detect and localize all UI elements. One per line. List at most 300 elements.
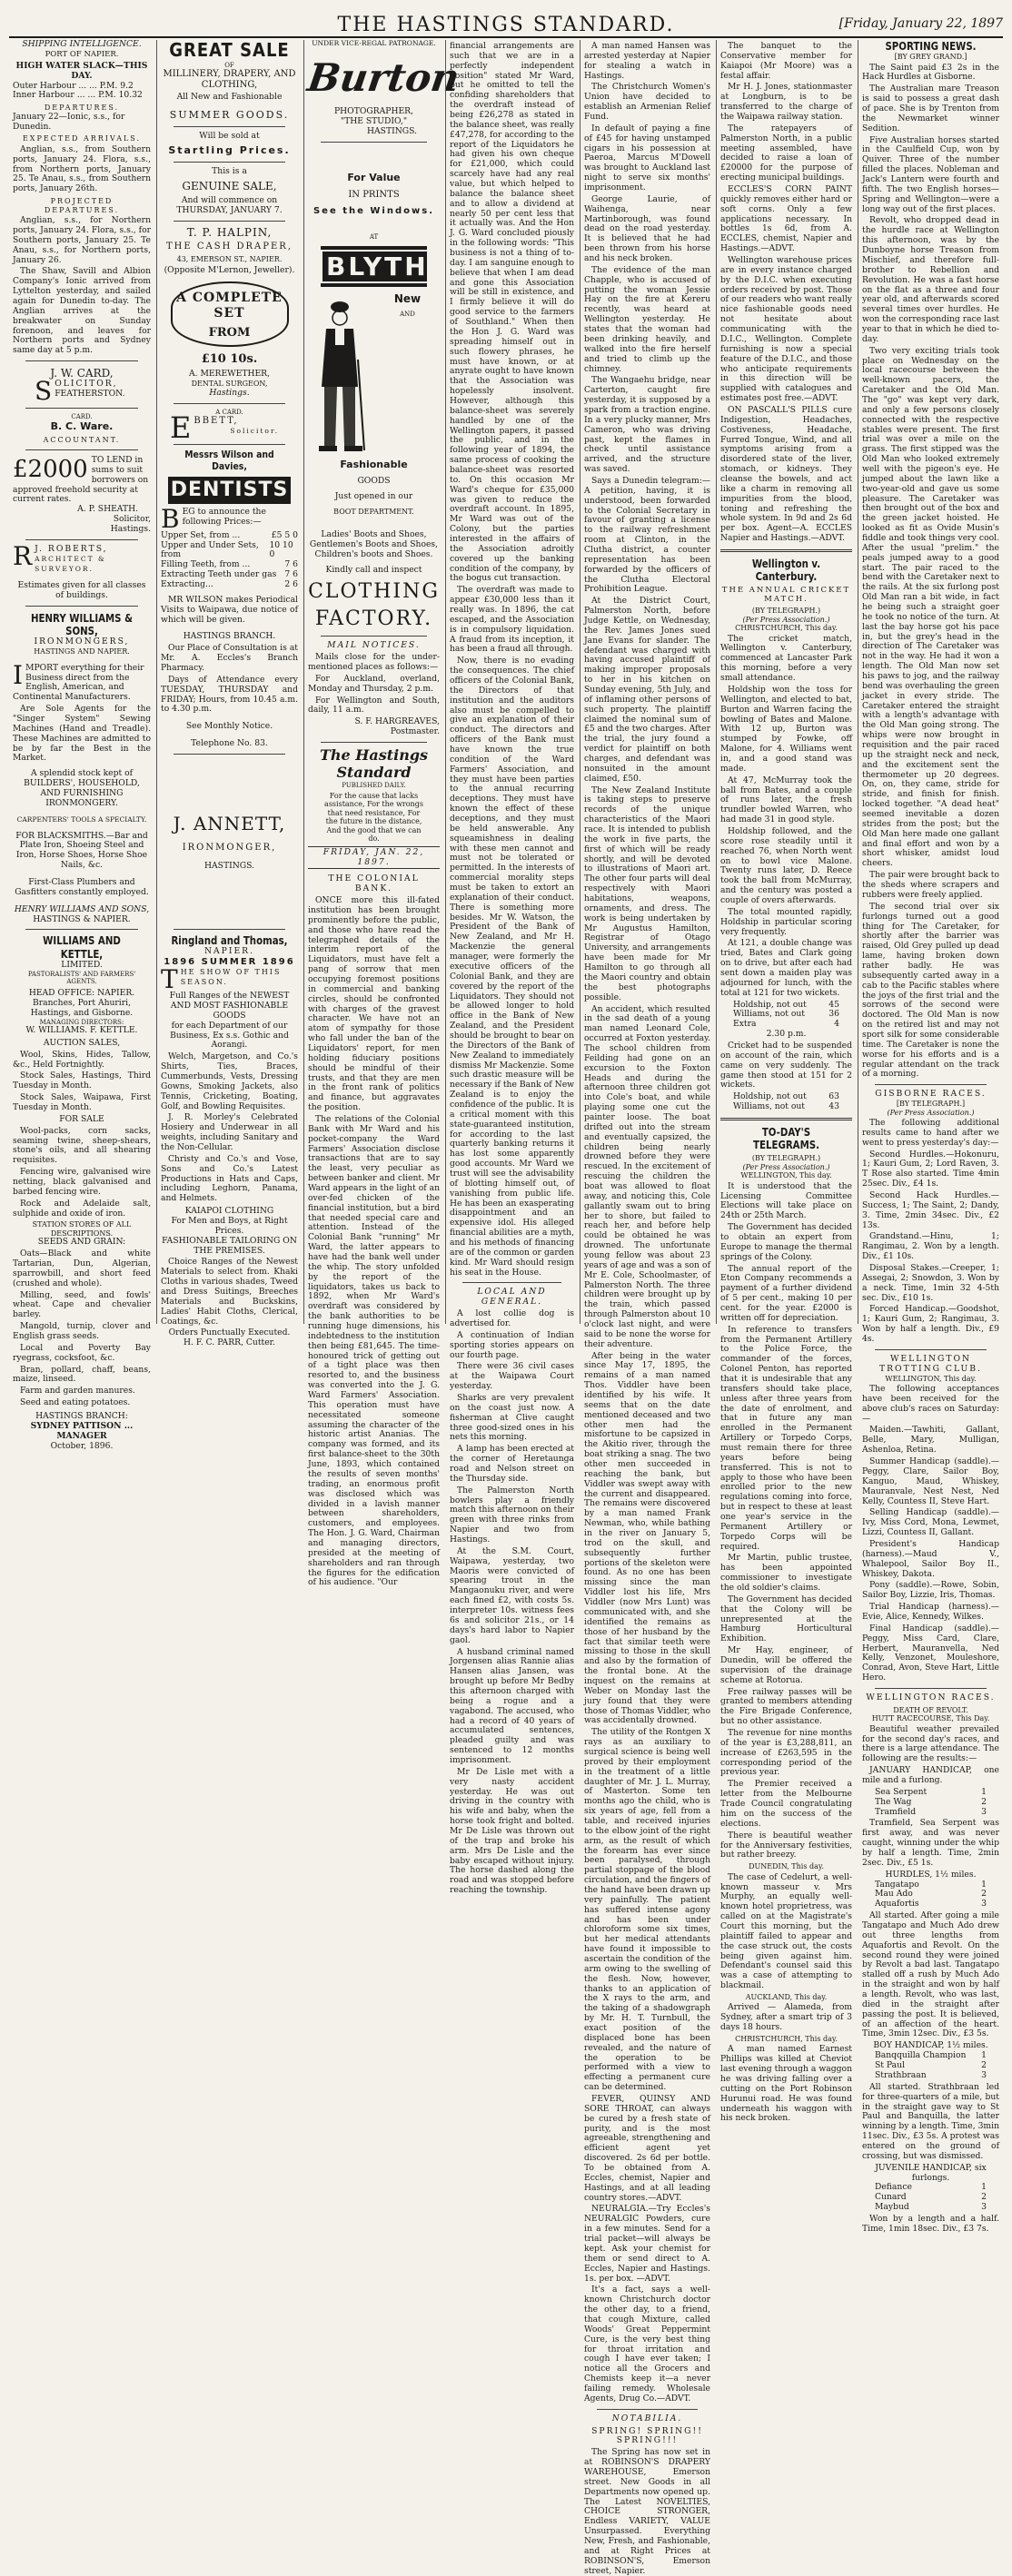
- gentleman-figure-illustration: [308, 296, 372, 459]
- tel-auckland: AUCKLAND, This day.: [745, 1992, 828, 2001]
- wk-hb1: SYDNEY PATTISON ... MANAGER: [30, 1420, 134, 1441]
- price-5-label: Extracting...: [161, 579, 213, 589]
- notabilia-heading: NOTABILIA.: [611, 2413, 683, 2423]
- blythes-goods: GOODS: [357, 475, 391, 486]
- wk-seeds: SEEDS AND GRAIN:: [37, 1237, 126, 1248]
- column-2: GREAT SALE OF MILLINERY, DRAPERY, AND CLOTHING, All New and Fashionable SUMMER GOODS. Will be sold at Startling Prices. This is a GENUINE SALE, And will commence on THURSDAY, JANUARY 7. T. P. HALPIN, THE CASH DRAPER, 43, EMERSON ST., NAPIER. (Opposite M'Lernon, Jeweller). A COMPLETE SET FROM £10 10s. A. MEREWETHER, DENTAL SURGEON, Hastings. A CARD. EBBETT, Solicitor. Messrs Wilson and Davies, DENTISTS BEG to announce the following Prices:— Upper Set, from ... £5 5 0 Upper and Under Sets, from 10 10 0 Filling Teeth, from ... 7 6 Extracting Teeth under gas 7 6 Extracting... 2 6 MR WILSON makes Periodical Visits to Waipawa, due notice of which will be given. HASTINGS BRANCH. Our Place of Consultation is at Mr. A. Eccles's Branch Pharmacy. Days of Attendance every TUESDAY, THURSDAY and FRIDAY; Hours, from 10.45 a.m. to 4.30 p.m. See Monthly Notice. Telephone No. 83. J. ANNETT, IRONMONGER, HASTINGS. Ringland and Thomas, NAPIER. 1896 SUMMER 1896 THE SHOW OF THIS SEASON. Full Ranges of the NEWEST AND MOST FASHIONABLE GOODS for each Department of our Business, Ex s.s. Gothic and Aorangi. Welch, Margetson, and Co.'s Shirts, Ties, Braces, Cummerbunds, Vests, Dressing Gowns, Smoking Jackets, also Tennis, Cricketing, Boating, Golf, and Bowling Requisites. J. R. Morley's Celebrated Hosiery and Underwear in all weights, including Sanitary and the Non-Cellular. Christy and Co.'s and Vose, Sons and Co.'s Latest Productions in Hats and Caps, including Leghorn, Panama, and Helmets. KAIAPOI CLOTHING For Men and Boys, at Right Prices. FASHIONABLE TAILORING ON THE PREMISES. Choice Ranges of the Newest Materials to select from. Khaki Cloths in various shades, Tweed and Dress Suitings, Breeches Materials and Buckskins, Ladies' Habit Cloths, Clerical, Coatings, &c. Orders Punctually Executed. H. F. C. PARR, Cutter.: [156, 40, 302, 1324]
- hurdles-heading: HURDLES, 1½ miles.: [885, 1869, 977, 1880]
- rt-choice: Choice Ranges of the Newest Materials to select from. Khaki Cloths in various shades, Tweed and Dress Suitings, Breeches Materials and Buckskins, Ladies' Habit Cloths, Clerical, Coatings, &c.: [161, 1257, 298, 1327]
- rt-fashionable: FASHIONABLE TAILORING ON THE PREMISES.: [162, 1235, 297, 1256]
- gisborne-heading: GISBORNE RACES.: [875, 1089, 987, 1100]
- complete-set-line: A COMPLETE SET: [176, 291, 283, 321]
- cricket-subheading: THE ANNUAL CRICKET MATCH.: [721, 586, 851, 605]
- mail-2: For Auckland, overland, Monday and Thursday, 2 p.m.: [308, 673, 440, 694]
- sporting-byline: [BY GREY GRAND.]: [894, 53, 967, 62]
- wk-sd3: Mangold, turnip, clover and English grass seeds.: [13, 1321, 151, 1342]
- wk-md: MANAGING DIRECTORS:: [39, 1018, 124, 1026]
- bank-p3: financial arrangements are such that we are in a perfectly independent position" stated Mr Ward, but he omitted to tell the confiding shareholders that the overdraft instead of being £26,278 as stated in the balance sheet, was really £47,278, for according to the report of the Liquidators he had given his own cheque for £21,000, which could scarcely have had any real value, but which helped to balance the balance sheet and to allow a dividend at nearly 50 per cent less that it actually was. And the Hon J. G. Ward concluded piously in the following words: "This business is not a thing of to-day. I am sanguine enough to believe that when I am dead and gone this Association will be still in existence, and I firmly believe it will do good service to the farmers of Southland." When then the Hon J. G. Ward was spreading himself out in such flowery phrases, he must have known, or at anyrate ought to have known that the Association was hopelessly insolvent. However, although this balance-sheet was severely handled by one of the Wellington papers, it passed the public, and in the following year of 1894, the same process of cooking the balance-sheet was resorted to. On this occasion Mr Ward's cheque for £35,000 was given to reduce the overdraft account. In 1895, Mr Ward was out of the Colony, but the parties interested in the affairs of the Association adroitly covered up the banking condition of the company, by the bogus cut transaction.: [450, 41, 574, 584]
- lend-text: TO LEND in sums to suit borrowers on approved freehold security at current rates.: [13, 454, 149, 505]
- complete-set-price: £10 10s.: [201, 352, 258, 367]
- wk-directors: W. WILLIAMS. F. KETTLE.: [25, 1024, 138, 1035]
- blythes-windows: See the Windows.: [313, 205, 434, 216]
- gs-this: This is a: [212, 166, 247, 177]
- tel-w5: In reference to transfers from the Permanent Artillery to the Police Force, the commander of the forces, Colonel Penton, has reported that it is undesirable that any transfers should take place, unless after three years from the date of enrolment, and that in future any man enrolled in the Permanent Artillery or Torpedo Corps, must remain there for three years before being transferred. This is not to apply to those who have been enrolled prior to the new regulations coming into force, but in respect to these at least one year's service in the Permanent Artillery or Torpedo Corps will be required.: [720, 1324, 852, 1552]
- c5-p6: The Wangaehu bridge, near Carterton, caught fire yesterday, it is supposed by a spark from a traction engine. In a very plucky manner, Mrs Cameron, who was driving past, kept the flames in check until assistance arrived, and the structure was saved.: [584, 375, 710, 475]
- wk-fs1: Wool-packs, corn sacks, seaming twine, sheep-shears, stone's oils, and all shearing requisites.: [13, 1125, 151, 1166]
- trot-4: Summer Handicap (saddle).—Peggy, Clare, Sailor Boy, Kanguo, Maud, Whiskey, Mauranvale, Nest Nest, Ned Kelly, Countess II, Steve Hart.: [862, 1456, 999, 1506]
- rt-place: NAPIER.: [203, 946, 255, 957]
- burton-patronage: UNDER VICE-REGAL PATRONAGE.: [312, 39, 436, 47]
- c5-p2: The Christchurch Women's Union have decided to establish an Armenian Relief Fund.: [584, 82, 710, 123]
- price-4-value: 7 6: [284, 569, 298, 580]
- telegrams-pa: (Per Press Association.): [742, 1162, 830, 1171]
- tel-dunedin: DUNEDIN, This day.: [749, 1862, 824, 1871]
- race2-2-value: 2: [981, 1889, 987, 1900]
- halpin-opposite: (Opposite M'Lernon, Jeweller).: [164, 265, 295, 276]
- c5-p12: The utility of the Rontgen X rays as an auxiliary to surgical science is being well proved by their employment in the treatment of a little daughter of Mr. J. L. Murray, of Masterton. Some ten months ago the child, who is six years of age, fell from a table, and received injuries to the elbow joint of the right arm, as the result of which the forearm has ever since been paralysed, through partial stoppage of the blood circulation, and the fingers of the hand have been drawn up very painfully. The patient has suffered intense agony and has been under chloroform some six times, but her medical attendants have found it impossible to ascertain the condition of the arm owing to the swelling of the flesh. Now, however, thanks to an application of the X rays to the arm, and the taking of a shadowgraph by Mr. H. T. Turnbull, the exact position of the displaced bone has been revealed, and the nature of the operation to be performed with a view to effecting a permanent cure can be determined.: [584, 1727, 710, 2093]
- local-2: A continuation of Indian sporting stories appears on our fourth page.: [450, 1329, 574, 1360]
- mail-5: Postmaster.: [390, 726, 440, 737]
- trot-8: Trial Handicap (harness).—Evie, Alice, Kennedy, Wilkes.: [862, 1602, 999, 1622]
- bank-heading: THE COLONIAL BANK.: [328, 873, 420, 894]
- sport-7: The second trial over six furlongs turned out a good thing for The Caretaker, for shortly after the barrier was raised, Old Grey pulled up dead lame, having broken down rather badly. He was subsequently carted away in a cab to the Pacific stables where the joys of the first trial and the sorrows of the second were doctored. The Old Man is now on the retired list and may not sport silk for some considerable time. The Caretaker is none the worse for his efforts and is a regular attendant on the track of a morning.: [862, 901, 999, 1080]
- score-2-label: Williams, not out: [733, 1009, 805, 1020]
- wd-name: Messrs Wilson and Davies,: [184, 448, 274, 472]
- local-3: There were 36 civil cases at the Waipawa Court yesterday.: [450, 1361, 574, 1392]
- cricket-telegraph: (BY TELEGRAPH.): [751, 607, 821, 616]
- hw-import: MPORT everything for their Business direct from the English, American, and Continental Manufacturers.: [13, 662, 144, 703]
- c6-p1: The banquet to the Conservative member for Kaiapoi (Mr Moore) was a festal affair.: [720, 41, 852, 81]
- score-6-value: 43: [828, 1101, 839, 1112]
- rt-1: Full Ranges of the NEWEST AND MOST FASHIONABLE GOODS: [169, 991, 290, 1021]
- annett-place: HASTINGS.: [204, 861, 254, 872]
- tel-w9: Free railway passes will be granted to members attending the Fire Brigade Conference, but no other assistance.: [720, 1686, 852, 1727]
- hw2-name: HENRY WILLIAMS AND SONS,: [14, 903, 150, 914]
- c6-p4: ECCLES'S CORN PAINT quickly removes either hard or soft corns. Only a few applications necessary. In bottles 1s 6d, from A. ECCLES, chemist, Napier and Hastings.—ADVT.: [720, 184, 852, 254]
- gs-of: OF: [224, 61, 234, 69]
- boy-heading: BOY HANDICAP, 1½ miles.: [873, 2040, 988, 2051]
- gis-2: Second Hurdles.—Hokonuru, 1; Kauri Gum, 2; Lord Raven, 3. T Rose also started. Time 4min 25sec. Div., £4 1s.: [862, 1149, 999, 1189]
- masthead: [9, 13, 1003, 38]
- wellington-races-heading: WELLINGTON RACES.: [866, 1692, 996, 1703]
- price-3-value: 7 6: [284, 559, 298, 570]
- c6-p2: Mr H. J. Jones, stationmaster at Longburn, is to be transferred to the charge of the Waipawa railway station.: [720, 82, 852, 123]
- wd-wilson: MR WILSON makes Periodical Visits to Waipawa, due notice of which will be given.: [161, 594, 298, 625]
- trot-9: Final Handicap (saddle).—Peggy, Miss Card, Clare, Herbert, Mauranvella, Ned Kelly, Venzonet, Mouleshore, Conrad, Avon, Steve Hart, Little Hero.: [862, 1623, 999, 1683]
- gisborne-telegraph: [BY TELEGRAPH.]: [896, 1100, 966, 1109]
- score-5-label: Holdship, not out: [733, 1091, 807, 1102]
- blythes-kindly: Kindly call and inspect: [325, 564, 422, 575]
- score-3-value: 4: [834, 1019, 839, 1030]
- gis-4: Grandstand.—Hinu, 1; Rangimau, 2. Won by a length. Div., £1 10s.: [862, 1231, 999, 1262]
- blythes-prints: IN PRINTS: [348, 189, 400, 200]
- price-3-label: Filling Teeth, from ...: [161, 559, 251, 570]
- gis-1: The following additional results came to hand after we went to press yesterday's day:—: [862, 1117, 999, 1148]
- ware-title: ACCOUNTANT.: [43, 436, 121, 445]
- race2-3-label: Aquafortis: [875, 1899, 919, 1910]
- wk-for-sale: FOR SALE: [59, 1113, 104, 1124]
- rt-kaiapoi-1: For Men and Boys, at Right Prices.: [171, 1216, 288, 1236]
- races-7: Won by a length and a half. Time, 1min 18sec. Div., £3 7s.: [862, 2213, 999, 2234]
- mail-3: For Wellington and South, daily, 11 a.m.: [308, 695, 440, 716]
- trot-3: Maiden.—Tawhiti, Gallant, Belle, Mary, Mulligan, Ashenloa, Retina.: [862, 1425, 999, 1456]
- gs-millinery: MILLINERY, DRAPERY, AND CLOTHING,: [163, 68, 296, 90]
- race3-1-label: Banqquilla Champion: [875, 2050, 967, 2061]
- wk-name: WILLIAMS AND KETTLE,: [43, 934, 121, 961]
- race3-3-value: 3: [981, 2069, 987, 2080]
- cricket-pa: (Per Press Association.): [742, 615, 830, 624]
- trotting-place: WELLINGTON, This day.: [885, 1374, 977, 1383]
- rt-4: J. R. Morley's Celebrated Hosiery and Underwear in all weights, including Sanitary and the Non-Cellular.: [161, 1112, 298, 1152]
- ware-name: B. C. Ware.: [50, 419, 114, 432]
- card-title: OLICITOR,: [55, 379, 118, 390]
- ebbett-title: Solicitor.: [230, 426, 280, 435]
- column-7: [858, 40, 1003, 2234]
- sport-1: The Saint paid £3 2s in the Hack Hurdles at Gisborne.: [862, 62, 999, 83]
- wk-fs2: Fencing wire, galvanised wire netting, black galvanised and barbed fencing wire.: [13, 1167, 151, 1197]
- inner-harbour: Inner Harbour ... ... P.M. 10.32: [13, 90, 143, 101]
- standard-published: PUBLISHED DAILY.: [342, 781, 406, 789]
- telegrams-heading: TO-DAY'S TELEGRAMS.: [753, 1126, 819, 1152]
- hw-blacksmiths: FOR BLACKSMITHS.—Bar and Plate Iron, Shoeing Steel and Iron, Horse Shoes, Horse Shoe Nails, &c.: [15, 830, 148, 871]
- c5-ad1: FEVER, QUINSY AND SORE THROAT, can always be cured by a fresh state of purity, and is the most agreeable, strengthening and efficient agent yet discovered. 2s 6d per bottle. To be obtained from A. Eccles, chemist, Napier and Hastings, and at all leading country stores.—ADVT.: [584, 2094, 710, 2203]
- cricket-p2: The cricket match, Wellington v. Canterbury, commenced at Lancaster Park this morning, before a very small attendance.: [720, 633, 852, 684]
- wk-hb2: October, 1896.: [50, 1440, 114, 1451]
- rt-2: for each Department of our Business, Ex s.s. Gothic and Aorangi.: [170, 1020, 289, 1051]
- score-time: 2.30 p.m.: [766, 1029, 807, 1040]
- price-4-label: Extracting Teeth under gas: [161, 569, 277, 580]
- gs-sold: Will be sold at: [199, 131, 260, 142]
- score-1-value: 45: [828, 999, 839, 1010]
- roberts-name: J. ROBERTS,: [35, 543, 108, 554]
- clothing-heading: CLOTHING: [308, 580, 440, 604]
- arrivals-heading: EXPECTED ARRIVALS.: [22, 134, 142, 143]
- trotting-heading: WELLINGTON TROTTING CLUB.: [879, 1353, 982, 1374]
- tel-w8: Mr Hay, engineer, of Dunedin, will be offered the supervision of the drainage scheme at Rotorua.: [720, 1645, 852, 1685]
- burton-photographer: PHOTOGRAPHER,: [333, 106, 414, 117]
- ebbett-name: BBETT,: [193, 415, 239, 426]
- c5-p5: The evidence of the man Chapple, who is accused of putting the woman Jessie Hay on the fire at Kereru recently, was heard at Wellington yesterday. He states that the woman had been drinking heavily, and walked into the fire herself and tried to climb up the chimney.: [584, 264, 710, 374]
- blythes-boot: BOOT DEPARTMENT.: [333, 507, 414, 516]
- rt-3: Welch, Margetson, and Co.'s Shirts, Ties, Braces, Cummerbunds, Vests, Dressing Gowns, Smoking Jackets, also Tennis, Cricketing, Boating, Golf, and Bowling Requisites.: [161, 1051, 298, 1111]
- race1-2-value: 2: [981, 1796, 987, 1807]
- race1-1-value: 1: [981, 1786, 987, 1797]
- rt-name: Ringland and Thomas,: [171, 934, 288, 948]
- complete-set-from: FROM: [208, 326, 251, 341]
- c5-p4: George Laurie, of Waihenga, near Martinborough, was found dead on the road yesterday. It is believed that he had been thrown from his horse and his neck broken.: [584, 193, 710, 264]
- gis-5: Disposal Stakes.—Creeper, 1; Assegai, 2; Snowdon, 3. Won by a neck. Time, 1min 32 4-5th sec. Div., £10 1s.: [862, 1263, 999, 1303]
- races-5: All started. After going a mile Tangatapo and Much Ado drew out three lengths from Aquafortis and Revolt. On the second round they were joined by Revolt a bad last. Tangatapo stalled off a rush by Much Ado in the straight and won by half a length. Revolt, who was last, died in the straight after passing the post. It is believed, of an affection of the heart. Time, 3min 12sec. Div., £3 5s.: [862, 1910, 999, 2039]
- price-5-value: 2 6: [284, 579, 298, 589]
- races-3: JANUARY HANDICAP, one mile and a furlong.: [862, 1765, 999, 1785]
- masthead-date: [Friday, January 22, 1897: [838, 16, 1003, 31]
- blythes-at: AT: [369, 232, 379, 241]
- wd-beg: EG to announce the following Prices:—: [182, 506, 266, 527]
- card-name: J. W. CARD,: [50, 367, 114, 380]
- local-9: Mr De Lisle met with a very nasty accident yesterday. He was out driving in the country with his wife and baby, when the horse took fright and bolted. Mr De Lisle was thrown out of the trap and broke his arm. Mrs De Lisle and the baby escaped without injury. The horse dashed along the road and was stopped before reaching the township.: [450, 1766, 574, 1896]
- merewether-title: DENTAL SURGEON,: [191, 380, 268, 389]
- hw-plumbers: First-Class Plumbers and Gasfitters constantly employed.: [15, 877, 149, 897]
- halpin-cash: THE CASH DRAPER,: [166, 241, 293, 252]
- tel-w2: It is understood that the Licensing Committee Elections will take place on 24th or 25th March.: [720, 1180, 852, 1221]
- gs-genuine: GENUINE SALE,: [182, 179, 277, 192]
- cricket-p7: At 121, a double change was tried, Bates and Clark going on to drive, but after each had sent down a maiden play was adjourned for lunch, with the total at 121 for two wickets.: [720, 938, 852, 998]
- factory-heading: FACTORY.: [314, 607, 433, 631]
- gis-3: Second Hack Hurdles.—Success, 1; The Saint, 2; Dandy, 3. Time, 2min 34sec. Div., £2 13s.: [862, 1190, 999, 1230]
- race1-1-label: Sea Serpent: [875, 1786, 928, 1797]
- wk-limited: LIMITED.: [61, 959, 103, 970]
- wd-consult: Our Place of Consultation is at Mr. A. Eccles's Branch Pharmacy.: [161, 643, 298, 674]
- sport-2: The Australian mare Treason is said to possess a great dash of pace. She is by Trenton from the Newmarket winner Sedition.: [862, 84, 999, 133]
- race1-3-value: 3: [981, 1806, 987, 1817]
- projected-heading: PROJECTED DEPARTURES.: [44, 197, 120, 214]
- local-4: Sharks are very prevalent on the coast just now. A fisherman at Clive caught three good-sized ones in his nets this morning.: [450, 1393, 574, 1443]
- price-2-value: 10 10 0: [269, 539, 293, 560]
- score-5-value: 63: [828, 1091, 839, 1102]
- trot-5: Selling Handicap (saddle).—Ivy, Miss Cord, Mona, Lewmet, Lizzi, Countess II, Gallant.: [862, 1507, 999, 1538]
- trot-6: President's Handicap (harness).—Maud V., Whalepool, Sailor Boy II., Whiskey, Dakota.: [862, 1538, 999, 1579]
- wk-auc1: Wool, Skins, Hides, Tallow, &c., Held Fortnightly.: [13, 1049, 151, 1070]
- gs-summer: SUMMER GOODS.: [169, 109, 290, 122]
- local-5: A lamp has been erected at the corner of Heretaunga road and Nelson street on the Thursday side.: [450, 1444, 574, 1484]
- race2-2-label: Mau Ado: [875, 1889, 913, 1900]
- mail-4: S. F. HARGREAVES,: [354, 716, 440, 727]
- c5-p3: In default of paying a fine of £45 for having unstamped cigars in his possession at Paeroa, Marcus M'Dowell was brought to Auckland last night to serve six months' imprisonment.: [584, 123, 710, 193]
- halpin-name: T. P. HALPIN,: [186, 225, 273, 239]
- tel-w10: The revenue for nine months of the year is £3,288,811, an increase of £263,595 in the corresponding period of the previous year.: [720, 1728, 852, 1778]
- high-water: HIGH WATER SLACK—THIS DAY.: [15, 60, 148, 81]
- outer-harbour: Outer Harbour ... ... P.M. 9.2: [13, 80, 134, 91]
- lend-place: Hastings.: [110, 523, 151, 534]
- port-heading: PORT OF NAPIER.: [45, 49, 119, 59]
- hw2-place: HASTINGS & NAPIER.: [33, 913, 131, 924]
- score-6-label: Williams, not out: [733, 1101, 805, 1112]
- lend-title: Solicitor,: [113, 514, 151, 525]
- races-place: HUTT RACECOURSE, This Day.: [871, 1714, 990, 1723]
- races-6: All started. Strathbraan led for three-quarters of a mile, but in the straight gave way to St Paul and Banquilla, the latter winning by a length. Time, 3min 11sec. Div., £3 5s. A protest was entered on the ground of crossing, but was dismissed.: [862, 2081, 999, 2161]
- gs-new: All New and Fashionable: [176, 92, 283, 103]
- wd-hastings-branch: HASTINGS BRANCH.: [183, 631, 276, 642]
- lend-amount: £2000: [13, 455, 88, 483]
- local-heading: LOCAL AND GENERAL.: [477, 1287, 547, 1308]
- complete-set-oval: [171, 281, 289, 347]
- projected-text: Anglian, s.s., for Northern ports, January 24. Flora, s.s., for Southern ports, January 25. Te Anau, s.s., for Northern ports, January 26.: [13, 215, 151, 265]
- blythes-value: For Value: [347, 171, 401, 183]
- blythes-logo: [321, 246, 470, 287]
- local-1: A lost collie dog is advertised for.: [450, 1308, 574, 1328]
- race4-1-label: Defiance: [875, 2182, 912, 2193]
- burton-logo: Burton: [304, 54, 462, 100]
- columns: [9, 39, 1003, 2576]
- race3-2-value: 2: [981, 2060, 987, 2071]
- dentists-banner: DENTISTS: [168, 477, 291, 504]
- tel-w11: The Premier received a letter from the Melbourne Trade Council congratulating him on the success of the elections.: [720, 1779, 852, 1829]
- wk-fs4: STATION STORES OF ALL DESCRIPTIONS.: [32, 1220, 132, 1238]
- telegrams-telegraph: (BY TELEGRAPH.): [751, 1154, 821, 1163]
- wk-sd2: Milling, seed, and fowls' wheat. Cape and chevalier barley.: [13, 1289, 151, 1320]
- tel-d2: The case of Cedelurt, a well-known masseur v. Mrs Murphy, an equally well-known hotel proprietress, was called on at the Magistrate's Court this morning, but the plaintiff failed to appear and the case struck out, the costs being given against him. Defendant's counsel said this was a case of attempting to blackmail.: [720, 1871, 852, 1991]
- wd-days: Days of Attendance every TUESDAY, THURSDAY and FRIDAY; Hours, from 10.45 a.m. to 4.30 p.m.: [161, 674, 298, 715]
- cricket-p5: Holdship followed, and the score rose steadily until it reached 76, when North went on to bowl vice Malone. Twenty runs later, D. Reece took the ball from McMurray, and the century was posted a couple of overs afterwards.: [720, 825, 852, 905]
- cricket-p8: Cricket had to be suspended on account of the rain, which came on very suddenly. The game then stood at 151 for 2 wickets.: [720, 1041, 852, 1091]
- gis-6: Forced Handicap.—Goodshot, 1; Kauri Gum, 2; Rangimau, 3. Won by half a length. Div., £9 4s.: [862, 1304, 999, 1345]
- bank-p2: The relations of the Colonial Bank with Mr Ward and his pocket-company the Ward Farmers' Association disclose transactions that are to say the least, very peculiar as between banker and client. Mr Ward appears in the light of an over-fed chicken of the financial institution, but a bird that needed special care and attention. Instead of the Colonial Bank "running" Mr Ward, the latter appears to have had the bank well under the whip. The story unfolded by the report of the liquidators, takes us back to 1892, when Mr Ward's overdraft was considered by the bank authorities to be running huge dimensions, his indebtedness to the institution then being £81,645. The time-honoured trick of getting out of a tight place was then resorted to, and the business was converted into the J. G. Ward Farmers' Association. This operation must have necessitated someone assuming the character of the historic artist Ananias. The company was formed, and its first balance-sheet to the 30th June, 1893, which contained the results of seven months' trading, an enormous profit was disclosed which was divided in a lavish manner between shareholders, customers, and employees. The Hon. J. G. Ward, Chairman and managing directors, presided at the meeting of shareholders and ran through the figures for the edification of his audience. "Our: [308, 1113, 440, 1588]
- price-1-label: Upper Set, from ...: [161, 529, 241, 540]
- masthead-title: THE HASTINGS STANDARD.: [337, 14, 675, 36]
- mail-1: Mails close for the under-mentioned places as follows:—: [308, 652, 440, 672]
- local-7: At the S.M. Court, Waipawa, yesterday, two Maoris were convicted of spearing trout in the Mangaonuku river, and were each fined £2, with costs 5s. interpreter 10s. witness fees 6s and solicitor 21s., or 14 days's hard labor to Napier gaol.: [450, 1545, 574, 1645]
- tel-w4: The annual report of the Eton Company recommends a payment of a further dividend of 5 per cent., making 10 per cent. for the year. £2000 is written off for depreciation.: [720, 1263, 852, 1323]
- sport-5: Two very exciting trials took place on Wednesday on the local racecourse between the well-known pacers, the Caretaker and the Old Man. The "go" was kept very dark, and only a few persons closely connected with the respective stables were present. The first trial was over a mile on the grass. The first stipped was the Old Man who looked extremely well with the pigeon's eye. He jumped about the lawn like a two-year-old and gave us some pleasure. The Caretaker was then brought out of the box and the green jacket hoisted. He looked as fit as Ovide Musin's fiddle and took things very cool. After the usual "prelim." the peals jumped away to a good start. The pair raced to the bend with the Caretaker next to the rails. At the six furlong post Old Man ran a bit wide, in fact he being such a straight goer he took no notice of the turn. At last the bay horse got his pace in, but the grey's head in the direction of The Caretaker was not in the way. He had it won a length. The Old Man now set his paws to jog, and the railway bend was overhauling the green jacket in every stride. The Caretaker entered the straight with a length's advantage with the Old Man going strong. The whips were now brought in requisition and the pair raced up the straight neck and neck, and the excitement sent the thermometer up 20 degrees. On, on, they came, stride for stride, and finish for finish. locked together. "A dead heat" seemed inevitable a dozen strides from the post; but the Old Man here made one gallant and final effort and won by a short whisker, amidst loud cheers.: [862, 345, 999, 869]
- hw-name: HENRY WILLIAMS & SONS,: [31, 612, 133, 638]
- races-4: Tramfield, Sea Serpent was first away, and was never caught, winning under the whip by half a length. Time, 2min 2sec. Div., £5 1s.: [862, 1818, 999, 1868]
- race4-3-label: Maybud: [875, 2202, 909, 2213]
- wk-branches: Branches, Port Ahuriri, Hastings, and Gisborne.: [30, 997, 134, 1018]
- standard-date: FRIDAY, JAN. 22, 1897.: [308, 846, 440, 870]
- blythes-ladies: Ladies' Boots and Shoes, Gentlemen's Boots and Shoes, Children's boots and Shoes.: [309, 528, 439, 559]
- c6-p6: ON PASCALL'S PILLS cure Indigestion, Headaches, Costiveness, Headache, Furred Tongue, Wind, and all symptoms arising from a disordered state of the liver, stomach, or kidneys. They cleanse the bowels, and act like a charm in removing all impurities from the blood, toning and refreshing the whole system. In 9d and 2s 6d per box. Agent—A. ECCLES Napier and Hastings.—ADVT.: [720, 404, 852, 544]
- blythes-new: New: [393, 291, 422, 305]
- rt-cutter: H. F. C. PARR, Cutter.: [184, 1337, 275, 1348]
- death-revolt: DEATH OF REVOLT.: [893, 1705, 968, 1714]
- burton-hastings: HASTINGS.: [367, 126, 417, 137]
- c5-p8: At the District Court, Palmerston North, before Judge Kettle, on Wednesday, the Rev. James Jones sued Jane Evans for slander. The defendant was charged with having accused plaintiff of making improper proposals to her in his kitchen on Sunday evening, 5th July, and of inflaming other persons of such property. The plaintiff claimed the nominal sum of £5 and the two charges. After the trial, the jury found a verdict for plaintiff on both charges, and defendant was nonsuited in the amount claimed, £50.: [584, 596, 710, 784]
- hw-stock: A splendid stock kept of BUILDERS', HOUSEHOLD, AND FURNISHING IRONMONGERY.: [24, 768, 140, 808]
- annett-name: J. ANNETT,: [173, 813, 286, 835]
- price-1-value: £5 5 0: [271, 529, 298, 540]
- telegrams-place: WELLINGTON, This day.: [740, 1171, 832, 1180]
- bank-p4: The overdraft was made to appear £30,000 less than it really was. In 1896, the cat escaped, and the Association is in compulsory liquidation. A fraud from its inception, it has been a fraud all through.: [450, 585, 574, 655]
- trot-7: Pony (saddle).—Rowe, Sobin, Sailor Boy, Lizzie, Iris, Thomas.: [862, 1580, 999, 1601]
- great-sale: GREAT SALE: [169, 39, 290, 61]
- wd-monthly: See Monthly Notice.: [185, 721, 273, 732]
- wk-auction: AUCTION SALES,: [43, 1037, 121, 1048]
- score-2-value: 36: [828, 1009, 839, 1020]
- bank-p5: Now, there is no evading the consequences. The chief officers of the Colonial Bank, the Directors of that institution and the auditors also must be compelled to give an explanation of their conduct. The directors and officers of the Bank must have known the true condition of the Ward Farmers' Association, and they must have been parties to the annual recurring deceptions. They must have known the effect of these deceptions, and they must be held answerable. Any squeamishness in dealing with these men cannot and must not be tolerated or permitted. In the interests of commercial morality steps must be taken to extort an explanation of their conduct. There is something more besides. Mr W. Watson, the President of the Bank of New Zealand, and Mr H. Mackenzie the general manager, were formerly the executive officers of the Colonial Bank, and they are covered by the report of the Liquidators. They should not be allowed longer to hold office in the Bank of New Zealand, and the President should be brought to bear on the Directors of the Bank of New Zealand to immediately dismiss Mr Mackenzie. Some such drastic measure will be necessary if the Bank of New Zealand is to enjoy the confidence of the public. It is a critical moment with this state-guaranteed institution, for according to the last quarterly banking returns it has lost some apparently good accounts. Mr Ward we trust will see the advisability of blotting himself out, of vanishing from public life. He has been an exasperating disappointment and an expensive idol. His alleged financial abilities are a myth, and his methods of financing are of the common or garden kind. Mr Ward should resign his seat in the House.: [450, 656, 574, 1278]
- score-1-label: Holdship, not out: [733, 999, 807, 1010]
- departures-text: January 22—Ionic, s.s., for Dunedin.: [13, 111, 125, 132]
- wk-auc2: Stock Sales, Hastings, Third Tuesday in Month.: [13, 1071, 151, 1091]
- race4-2-value: 2: [981, 2192, 987, 2203]
- c6-p3: The ratepayers of Palmerston North, in a public meeting assembled, have decided to raise a loan of £20000 for the purpose of erecting municipal buildings.: [720, 123, 852, 183]
- standard-heading: The Hastings Standard: [319, 746, 429, 781]
- c5-p1: A man named Hansen was arrested yesterday at Napier for stealing a watch in Hastings.: [584, 41, 710, 81]
- race1-3-label: Tramfield: [875, 1806, 917, 1817]
- score-3-label: Extra: [733, 1019, 757, 1030]
- wk-sd7: Seed and eating potatoes.: [20, 1397, 131, 1408]
- tel-w3: The Government has decided to obtain an expert from Europe to manage the thermal springs of the Colony.: [720, 1222, 852, 1262]
- blythes-and: AND: [400, 310, 415, 318]
- race4-2-label: Cunard: [875, 2192, 907, 2203]
- departures-heading: DEPARTURES.: [44, 104, 120, 113]
- wk-head-office: HEAD OFFICE: NAPIER.: [28, 988, 135, 999]
- race2-3-value: 3: [981, 1899, 987, 1910]
- ebbett-card: A CARD.: [215, 408, 243, 416]
- shaw-savill-text: The Shaw, Savill and Albion Company's Ionic arrived from Lyttelton yesterday, and sailed again for Dunedin to-day. The Anglian arrives at the breakwater on Sunday forenoon, and leaves for Northern ports and Sydney same day at 5 p.m.: [13, 266, 151, 356]
- c5-ad2: NEURALGIA.—Try Eccles's NEURALGIC Powders, cure in a few minutes. Send for a trial packet—will always be kept. Ask your chemist for them or send direct to A. Eccles, Napier and Hastings. 1s. per box. —ADVT.: [584, 2204, 710, 2284]
- cricket-heading: Wellington v. Canterbury.: [751, 557, 821, 584]
- column-4: [445, 40, 578, 1896]
- c5-p7: Says a Dunedin telegram:—A petition, having, it is understood, been forwarded to the Colonial Secretary in favour of granting a license to the railway refreshment room at Clinton, in the Clutha district, a counter representation has been forwarded by the officers of the Clutha Electoral Prohibition League.: [584, 475, 710, 595]
- sport-4: Revolt, who dropped dead in the hurdle race at Wellington this afternoon, was by the Dunboyne horse Treason from Mischief, and therefore full-brother to Rebellion and Revolution. He was a fast horse on the flat as a three and four year old, and afterwards scored several times over hurdles. He won the corresponding race last year to that in which he died to-day.: [862, 215, 999, 344]
- c5-ad3: It's a fact, says a well-known Christchurch doctor the other day, to a friend, that cough Mixture, called Woods' Great Peppermint Cure, is the very best thing for throat irritation and cough I have ever taken; I notice all the Grocers and Chemists keep it—a never failing remedy. Wholesale Agents, Drug Co.—ADVT.: [584, 2285, 710, 2403]
- wk-auc3: Stock Sales, Waipawa, First Tuesday in Month.: [13, 1092, 151, 1112]
- column-1: SHIPPING INTELLIGENCE. PORT OF NAPIER. HIGH WATER SLACK—THIS DAY. Outer Harbour ... ... P.M. 9.2 Inner Harbour ... ... P.M. 10.32 DEPARTURES. January 22—Ionic, s.s., for Dunedin. EXPECTED ARRIVALS. Anglian, s.s., from Southern ports, January 24. Flora, s.s., from Northern ports, January 25. Te Anau, s.s., from Southern ports, January 26th. PROJECTED DEPARTURES. Anglian, s.s., for Northern ports, January 24. Flora, s.s., for Southern ports, January 25. Te Anau, s.s., for Northern ports, January 26. The Shaw, Savill and Albion Company's Ionic arrived from Lyttelton yesterday, and sailed again for Dunedin to-day. The Anglian arrives at the breakwater on Sunday forenoon, and leaves for Northern ports and Sydney same day at 5 p.m. J. W. CARD, SOLICITOR, FEATHERSTON. CARD. B. C. Ware. ACCOUNTANT. £2000 TO LEND in sums to suit borrowers on approved freehold security at current rates. A. P. SHEATH. Solicitor, Hastings. R J. ROBERTS, ARCHITECT & SURVEYOR. Estimates given for all classes of buildings. HENRY WILLIAMS & SONS, IRONMONGERS, HASTINGS AND NAPIER. IMPORT everything for their Business direct from the English, American, and Continental Manufacturers. Are Sole Agents for the "Singer System" Sewing Machines (Hand and Treadle). These Machines are admitted to be by far the Best in the Market. A splendid stock kept of BUILDERS', HOUSEHOLD, AND FURNISHING IRONMONGERY. CARPENTERS' TOOLS A SPECIALTY. FOR BLACKSMITHS.—Bar and Plate Iron, Shoeing Steel and Iron, Horse Shoes, Horse Shoe Nails, &c. First-Class Plumbers and Gasfitters constantly employed. HENRY WILLIAMS AND SONS, HASTINGS & NAPIER. WILLIAMS AND KETTLE, LIMITED. PASTORALISTS' AND FARMERS' AGENTS. HEAD OFFICE: NAPIER. Branches, Port Ahuriri, Hastings, and Gisborne. MANAGING DIRECTORS: W. WILLIAMS. F. KETTLE. AUCTION SALES, Wool, Skins, Hides, Tallow, &c., Held Fortnightly. Stock Sales, Hastings, Third Tuesday in Month. Stock Sales, Waipawa, First Tuesday in Month. FOR SALE Wool-packs, corn sacks, seaming twine, sheep-shears, stone's oils, and all shearing requisites. Fencing wire, galvanised wire netting, black galvanised and barbed fencing wire. Rock and Adelaide salt, sulphide and oxide of iron. STATION STORES OF ALL DESCRIPTIONS. SEEDS AND GRAIN: Oats—Black and white Tartarian, Dun, Algerian, sparrowbill, and short feed (crushed and whole). Milling, seed, and fowls' wheat. Cape and chevalier barley. Mangold, turnip, clover and English grass seeds. Local and Poverty Bay ryegrass, cocksfoot, &c. Bran, pollard, chaff, beans, maize, linseed. Farm and garden manures. Seed and eating potatoes. HASTINGS BRANCH: SYDNEY PATTISON ... MANAGER October, 1896.: [13, 39, 151, 1451]
- race2-1-label: Tangatapo: [875, 1879, 919, 1890]
- hw-title: IRONMONGERS,: [34, 637, 130, 647]
- gs-commence: And will commence on THURSDAY, JANUARY 7.: [176, 195, 283, 215]
- ware-card: CARD.: [71, 413, 93, 421]
- race3-2-label: St Paul: [875, 2060, 906, 2071]
- tel-w12: There is beautiful weather for the Anniversary festivities, but rather breezy.: [720, 1830, 852, 1860]
- tel-c2: A man named Earnest Phillips was killed at Cheviot last evening through a waggon he was driving falling over a cutting on the Port Robinson Hurunui road. He was found underneath his waggon with his neck broken.: [720, 2044, 852, 2124]
- sport-6: The pair were brought back to the sheds where scrapers and rubbers were freely applied.: [862, 870, 999, 900]
- wk-sd6: Farm and garden manures.: [20, 1386, 135, 1397]
- halpin-address: 43, EMERSON ST., NAPIER.: [176, 254, 283, 263]
- blythes-fashionable: Fashionable: [340, 458, 408, 470]
- rt-kaiapoi: KAIAPOI CLOTHING: [184, 1206, 274, 1217]
- c5-p11: After being in the water since May 17, 1895, the remains of a man named Thos. Viddler have been identified by his wife. It seems that on the date mentioned deceased and two other men had the misfortune to be capsized in the Akitio river, through the boat striking a snag. The two other men succeeded in reaching the bank, but Viddler was swept away with the current and disappeared. The remains were discovered by a man named Frank Newman, who, while bathing in the river on January 5, trod on the skull, and subsequently further portions of the skeleton were found. As no one has been missing since the man Viddler lost his life, Mrs Viddler (now Mrs Lunt) was communicated with, and she identified the remains as those of her husband by the fact that similar teeth were missing to those in the skull and also by the formation of the frontal bone. At the inquest on the remains at Weber on Monday last the jury found that they were those of Thomas Viddler, who was accidentally drowned.: [584, 1350, 710, 1726]
- tel-christchurch: CHRISTCHURCH, This day.: [735, 2034, 838, 2043]
- race3-1-value: 1: [981, 2050, 987, 2061]
- cricket-p4: At 47, McMurray took the ball from Bates, and a couple of runs later, the fresh trundler bowled Warren, who had made 31 in good style.: [720, 775, 852, 825]
- c6-p5: Wellington warehouse prices are in every instance charged by the D.I.C. when executing orders received by post. Those of our readers who want really nice fashionable goods need not hesitate about communicating with the D.I.C., Wellington. Complete furnishing is now a special feature of the D.I.C., and those who anticipate requirements in this direction will be supplied with catalogues and estimates post free.—ADVT.: [720, 255, 852, 404]
- rt-5: Christy and Co.'s and Vose, Sons and Co.'s Latest Productions in Hats and Caps, including Leghorn, Panama, and Helmets.: [161, 1153, 298, 1204]
- race4-1-value: 1: [981, 2182, 987, 2193]
- hw-carpenters: CARPENTERS' TOOLS A SPECIALTY.: [16, 814, 147, 824]
- local-8: A husband criminal named Jorgensen alias Rannie alias Hansen alias Jansen, was brought up before Mr Bedby this afternoon charged with being a rogue and a vagabond. The accused, who had a record of 40 years of accumulated sentences, pleaded guilty and was sentenced to 12 months imprisonment.: [450, 1646, 574, 1765]
- juvenile-heading: JUVENILE HANDICAP, six furlongs.: [875, 2162, 987, 2183]
- tel-w7: The Government has decided that the Colony will be unrepresented at the Hamburg Horticultural Exhibition.: [720, 1594, 852, 1644]
- rt-orders: Orders Punctually Executed.: [168, 1327, 291, 1338]
- cricket-place: CHRISTCHURCH, This day.: [735, 624, 838, 633]
- race1-2-label: The Wag: [875, 1796, 912, 1807]
- merewether-name: A. MEREWETHER,: [188, 369, 271, 380]
- roberts-estimates: Estimates given for all classes of buildings.: [17, 580, 146, 601]
- merewether-place: Hastings.: [209, 387, 250, 398]
- hw-agents: Are Sole Agents for the "Singer System" Sewing Machines (Hand and Treadle). These Machines are admitted to be by far the Best in the Market.: [13, 704, 151, 764]
- rt-summer: 1896 SUMMER 1896: [164, 957, 295, 968]
- column-3: [303, 39, 470, 1588]
- arrivals-text: Anglian, s.s., from Southern ports, January 24. Flora, s.s., from Northern ports, January 25. Te Anau, s.s., from Southern ports, January 26th.: [13, 143, 151, 194]
- races-2: Beautiful weather prevailed for the second day's races, and there is a large attendance. The following are the results:—: [862, 1723, 999, 1764]
- standard-motto: For the cause that lacks assistance, For the wrongs that need resistance, For the future in the distance, And the good that we can do.: [324, 792, 423, 844]
- wk-sd4: Local and Poverty Bay ryegrass, cocksfoot, &c.: [13, 1342, 151, 1363]
- trot-2: The following acceptances have been received for the above club's races on Saturday:—: [862, 1384, 999, 1424]
- cricket-p3: Holdship won the toss for Wellington, and elected to bat, Burton and Warren facing the bowling of Bates and Malone. With 12 up, Burton was stumped by Fowke, off Malone, for 4. Williams went in, and a good stand was made.: [720, 684, 852, 774]
- c5-p10: An accident, which resulted in the sad death of a young man named Leonard Cole, occurred at Foxton yesterday. The school children from Feilding had gone on an excursion to the Foxton Heads and during the afternoon three children got into Cole's boat, and while playing some one cut the painter loose. The boat drifted out into the stream and eventually capsized, the children being nearly drowned before they were rescued. In the excitement of rescuing the children the boat was allowed to float away, and noticing this, Cole gallantly swam out to bring her to shore, but failed to reach her, and before help could be obtained he was drowned. The unfortunate young fellow was about 23 years of age and was a son of Mr E. Cole, Schoolmaster, of Palmerston North. The three children were brought up by the train, which passed through Palmerston about 10 o'clock last night, and were said to be none the worse for their adventure.: [584, 1003, 710, 1349]
- race3-3-label: Strathbraan: [875, 2069, 927, 2080]
- roberts-title: ARCHITECT & SURVEYOR.: [35, 554, 106, 573]
- sport-3: Five Australian horses started in the Caulfield Cup, won by Quiver. Three of the number filled the places. Nobleman and Jack's Lantern were fourth and fifth. The two English horses—Spring and Wellington—were a long way out of the first places.: [862, 134, 999, 214]
- gisborne-pa: (Per Press Association.): [887, 1108, 975, 1117]
- spring-text: The Spring has now set in at ROBINSON'S DRAPERY WAREHOUSE, Emerson street. New Goods in all Departments now opened up. The Latest NOVELTIES, CHOICE STRONGER, Endless VARIETY, VALUE Unsurpassed. Everything New, Fresh, and Fashionable, and at Right Prices at ROBINSON'S, Emerson street, Napier.: [584, 2447, 710, 2576]
- tel-w6: Mr Martin, public trustee, has been appointed commissioner to investigate the old soldier's claims.: [720, 1553, 852, 1594]
- local-6: The Palmerston North bowlers play a friendly match this afternoon on their green with three rinks from Napier and two from Hastings.: [450, 1485, 575, 1545]
- burton-studio: "THE STUDIO,": [340, 116, 408, 127]
- blythes-logo-text: BLYTHES: [321, 250, 475, 283]
- rt-show: HE SHOW OF THIS SEASON.: [180, 968, 282, 986]
- lend-name: A. P. SHEATH.: [77, 504, 138, 515]
- gs-startling: Startling Prices.: [168, 144, 291, 157]
- price-2-label: Upper and Under Sets, from: [161, 539, 259, 560]
- bank-p1: ONCE more this ill-fated institution has been brought prominently before the public, and those who have read the telegraphed details of the interim report of the Liquidators, must have felt a pang of sorrow that men occupying foremost positions in commercial and banking circles, should be confronted with charges of the gravest character. We have not an atom of sympathy for those who fall under the ban of the Liquidators' report, for men holding fiduciary positions should be mindful of their trusts, and that they are men in the front rank of politics and finance, but aggravates the position.: [308, 895, 440, 1113]
- spring-heading: SPRING! SPRING!! SPRING!!!: [591, 2425, 703, 2446]
- column-5: [580, 40, 714, 2576]
- hw-place: HASTINGS AND NAPIER.: [34, 647, 130, 656]
- shipping-heading: SHIPPING INTELLIGENCE.: [22, 39, 142, 49]
- wk-title: PASTORALISTS' AND FARMERS' AGENTS.: [27, 970, 136, 985]
